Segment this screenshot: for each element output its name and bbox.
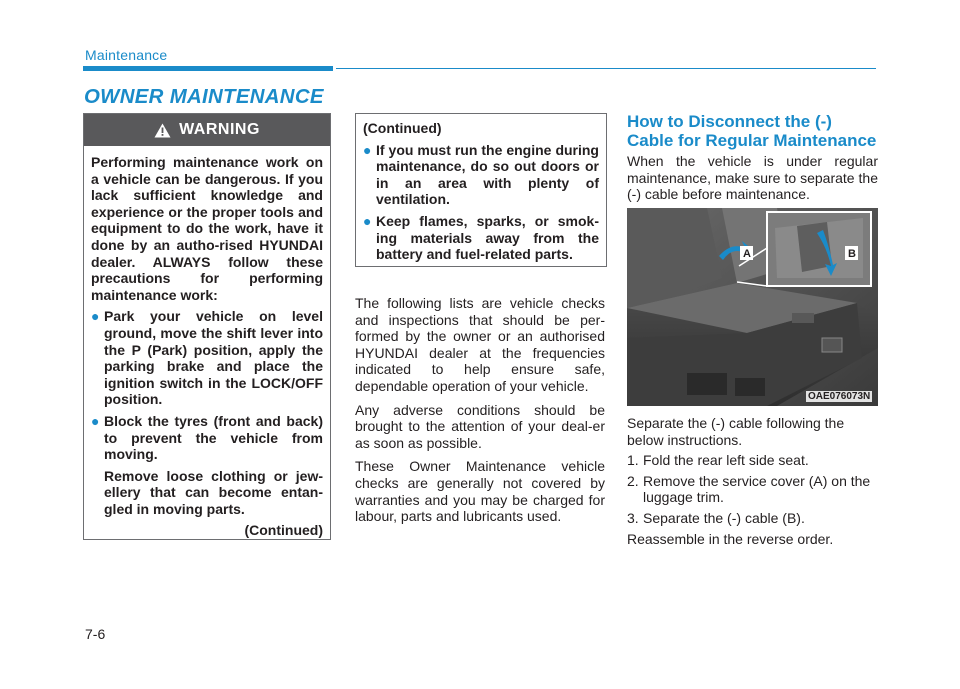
page-title: OWNER MAINTENANCE: [84, 86, 324, 108]
steps-lead: Separate the (-) cable following the below instructions.: [627, 415, 845, 448]
figure-code: OAE076073N: [808, 391, 871, 402]
bullet-dot-icon: ●: [91, 308, 100, 325]
steps-closing: Reassemble in the reverse order.: [627, 530, 834, 547]
warning-body: [91, 154, 323, 544]
warning-bullet-list: [91, 308, 323, 462]
bullet-dot-icon: ●: [363, 212, 372, 229]
warning-label: WARNING: [179, 121, 260, 138]
page-number: 7-6: [85, 626, 106, 642]
warning-bullet: ● Park your vehicle on level ground, move the shift lever into the P (Park) position, apply the parking brake and place the ignition switch in the LOCK/OFF position.: [91, 308, 323, 408]
body-paragraph: Any adverse conditions should be brought to the attention of your deal-er as soon as possible.: [355, 401, 605, 451]
figure-label-a: A: [743, 248, 751, 260]
bullet-dot-icon: ●: [363, 141, 372, 158]
bullet-dot-icon: ●: [91, 412, 100, 429]
section-label: Maintenance: [85, 47, 168, 63]
subsection-intro: When the vehicle is under regular maintenance, make sure to separate the (-) cable before maintenance.: [627, 153, 878, 203]
header-rule-thick: [83, 66, 333, 71]
warning-bullet: ● Block the tyres (front and back) to prevent the vehicle from moving.: [91, 412, 323, 463]
step-item: 1. Fold the rear left side seat.: [627, 452, 809, 469]
middle-column: [355, 295, 605, 532]
warning-triangle-icon: [154, 123, 171, 138]
warning-sub-paragraph: Remove loose clothing or jew-ellery that can become entan-gled in moving parts.: [104, 467, 323, 517]
warning-intro: Performing maintenance work on a vehicle can be dangerous. If you lack sufficient knowledge and experience or the proper tools and equipment to do the work, have it done by an autho-rised HYUNDAI dealer. ALWAYS follow these precautions for performing maintenance work:: [91, 154, 323, 303]
body-paragraph: These Owner Maintenance vehicle checks are generally not covered by warranties and you may be charged for labour, parts and lubricants used.: [355, 458, 605, 525]
header-rule-thin: [336, 68, 876, 69]
luggage-trim-figure: [627, 208, 878, 406]
continued-heading: (Continued): [363, 120, 442, 136]
step-item: 2. Remove the service cover (A) on the luggage trim.: [627, 472, 871, 506]
luggage-trim-illustration: [627, 208, 878, 406]
continued-bullet-list: [363, 142, 599, 263]
instruction-steps: [627, 415, 878, 551]
warning-header: [84, 114, 330, 146]
figure-label-b: B: [848, 248, 856, 260]
warning-continued: (Continued): [244, 522, 323, 539]
continued-bullet: ● Keep flames, sparks, or smok-ing materials away from the battery and fuel-related parts.: [363, 212, 599, 263]
continued-body: [363, 120, 599, 268]
continued-bullet: ● If you must run the engine during maintenance, do so out doors or in an area with plenty of ventilation.: [363, 141, 599, 208]
subsection-title: How to Disconnect the (-) Cable for Regular Maintenance: [627, 112, 877, 150]
body-paragraph: The following lists are vehicle checks and inspections that should be per-formed by the owner or an authorised HYUNDAI dealer at the frequencies indicated to help ensure safe, dependable operation of your vehicle.: [355, 295, 605, 394]
step-item: 3. Separate the (-) cable (B).: [627, 509, 805, 526]
